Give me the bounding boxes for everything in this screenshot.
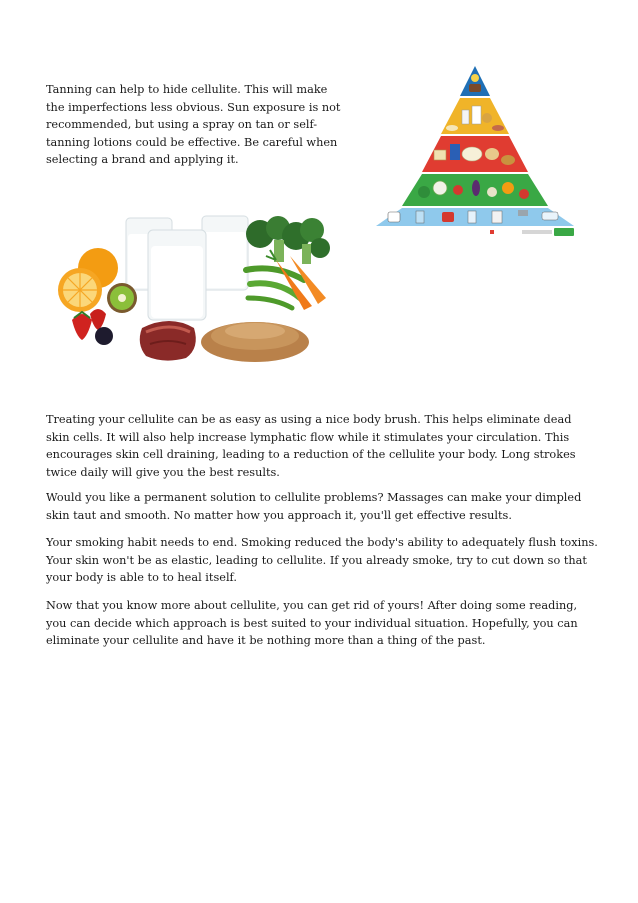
meat-steak xyxy=(140,321,196,361)
milk-glasses-group xyxy=(126,216,248,320)
food-pyramid-image xyxy=(372,64,578,240)
blackberry xyxy=(95,327,113,345)
intro-paragraph: Tanning can help to hide cellulite. This will make the imperfections less obvious. Sun exposure is not recommended, but using a spray on tan or self-tanning lotions could be effective. Be careful when selecting a brand and applying it. xyxy=(46,83,341,166)
broccoli xyxy=(246,216,330,264)
healthy-foods-image xyxy=(50,210,330,370)
smoking-paragraph: Your smoking habit needs to end. Smoking reduced the body's ability to adequately flush toxins. Your skin won't be as elastic, leading to cellulite. If you already smoke, try to cut down so that your body is able to to heal itself. xyxy=(46,536,598,584)
massage-paragraph: Would you like a permanent solution to cellulite problems? Massages can make your dimpled skin taut and smooth. No matter how you approach it, you'll get effective results. xyxy=(46,491,582,522)
grain-pile xyxy=(201,322,309,362)
kiwi-fruit xyxy=(107,283,137,313)
body-brush-paragraph: Treating your cellulite can be as easy as using a nice body brush. This helps eliminate dead skin cells. It will also help increase lymphatic flow while it stimulates your circulation. This encourages skin cell draining, leading to a reduction of the cellulite your body. Long strokes twice daily will give you the best results. xyxy=(46,413,576,479)
conclusion-paragraph: Now that you know more about cellulite, you can get rid of yours! After doing some reading, you can decide which approach is best suited to your individual situation. Hopefully, you can eliminate your cellulite and have it be nothing more than a thing of the past. xyxy=(46,599,578,647)
